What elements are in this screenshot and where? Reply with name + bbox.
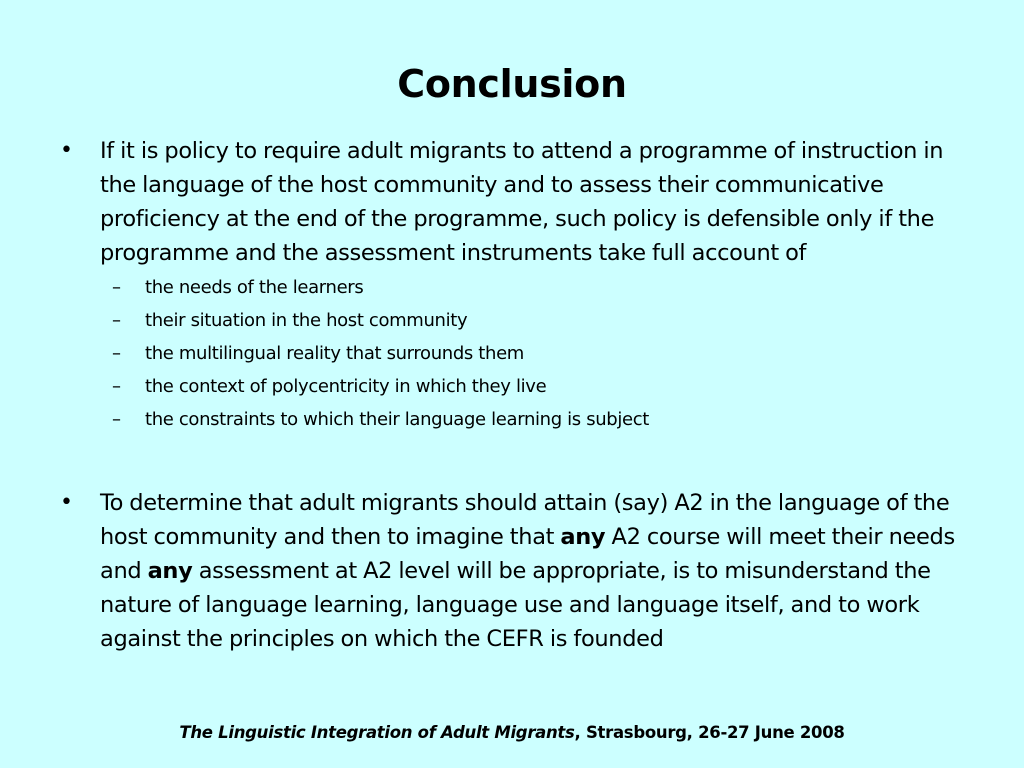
bullet-text-part: To determine that adult migrants should attain (say) A2 in the language of the host community and then to imagine that xyxy=(100,490,950,550)
sub-item xyxy=(60,311,960,344)
bullet-icon: • xyxy=(60,490,73,515)
sub-item xyxy=(60,344,960,377)
bullet-text-part: assessment at A2 level will be appropriate, is to misunderstand the nature of language learning, language use and language itself, and to work against the principles on which the CEFR is founded xyxy=(100,558,931,652)
slide-footer xyxy=(0,723,1024,742)
bullet-item-a2-level xyxy=(60,486,960,656)
dash-icon: – xyxy=(112,409,121,430)
dash-icon: – xyxy=(112,376,121,397)
footer-title: The Linguistic Integration of Adult Migrants xyxy=(179,723,575,742)
dash-icon: – xyxy=(112,277,121,298)
sub-item xyxy=(60,278,960,311)
dash-icon: – xyxy=(112,343,121,364)
sub-item-text: their situation in the host community xyxy=(145,310,468,331)
sub-list xyxy=(60,278,960,443)
sub-item xyxy=(60,410,960,443)
footer-venue-date: , Strasbourg, 26-27 June 2008 xyxy=(574,723,845,742)
sub-item-text: the constraints to which their language learning is subject xyxy=(145,409,649,430)
sub-item-text: the needs of the learners xyxy=(145,277,364,298)
bullet-text-part: A2 course will meet their needs and xyxy=(100,524,955,584)
sub-item xyxy=(60,377,960,410)
bullet-text xyxy=(100,486,960,656)
slide-title: Conclusion xyxy=(397,62,627,106)
bullet-text: If it is policy to require adult migrants to attend a programme of instruction in the language of the host community and to assess their communicative proficiency at the end of the programme, such policy is defensible only if the programme and the assessment instruments take full account of xyxy=(100,138,944,266)
emphasis-text: any xyxy=(560,524,606,550)
bullet-icon: • xyxy=(60,138,73,163)
sub-item-text: the multilingual reality that surrounds them xyxy=(145,343,524,364)
dash-icon: – xyxy=(112,310,121,331)
bullet-item-policy xyxy=(60,134,960,443)
sub-item-text: the context of polycentricity in which they live xyxy=(145,376,547,397)
emphasis-text: any xyxy=(147,558,193,584)
